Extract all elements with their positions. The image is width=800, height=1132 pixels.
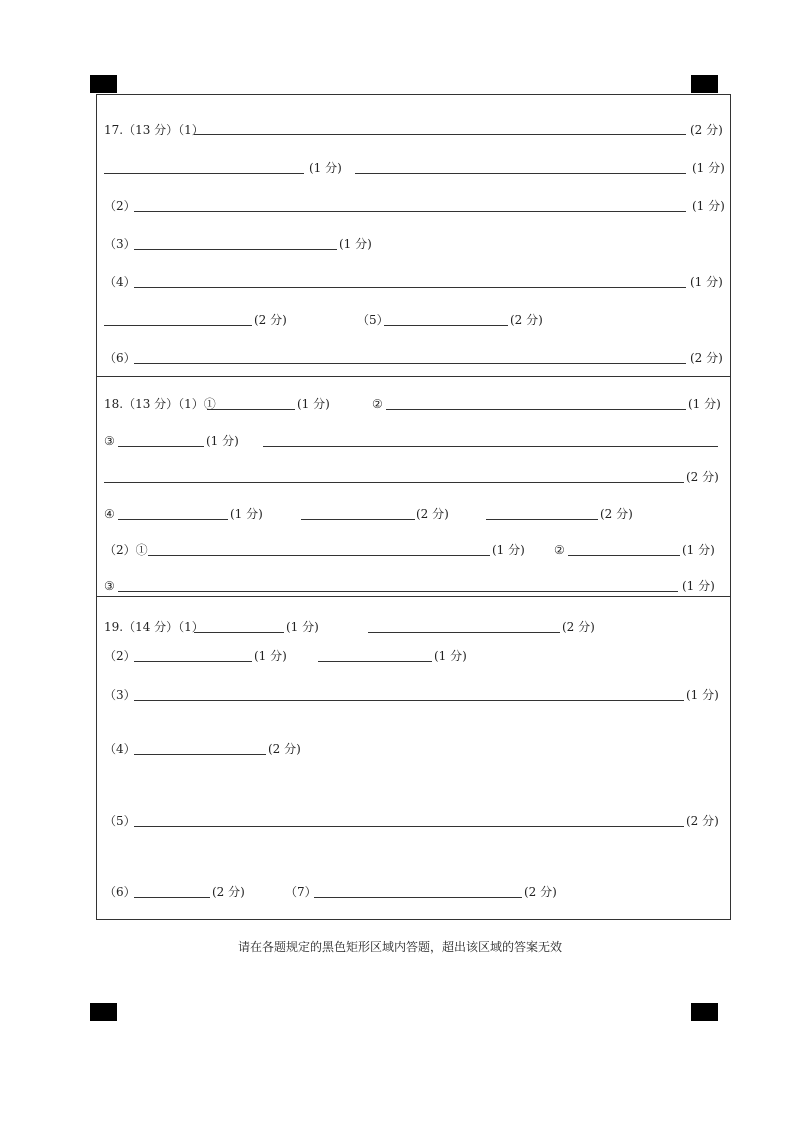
q19-5-answer-line[interactable] bbox=[134, 826, 684, 827]
q18-1-answer-line-3b[interactable] bbox=[263, 446, 718, 447]
q18-2-answer-line-2[interactable] bbox=[568, 555, 680, 556]
q19-4-score: (2 分) bbox=[268, 742, 301, 756]
q17-2-score: (1 分) bbox=[692, 199, 725, 213]
q17-1-answer-line-c[interactable] bbox=[355, 173, 686, 174]
q17-1-answer-line-b[interactable] bbox=[104, 173, 304, 174]
q19-3-label: （3） bbox=[104, 688, 136, 702]
q18-1-score-4b: (2 分) bbox=[416, 507, 449, 521]
q17-1-score-c: (1 分) bbox=[692, 161, 725, 175]
q17-1-score-a: (2 分) bbox=[690, 123, 723, 137]
q19-2-answer-line-1[interactable] bbox=[134, 661, 252, 662]
q17-4-answer-line[interactable] bbox=[134, 287, 686, 288]
q18-1-circle-2: ② bbox=[372, 397, 383, 411]
q18-1-answer-line-4c[interactable] bbox=[486, 519, 598, 520]
q17-5-answer-line[interactable] bbox=[384, 325, 508, 326]
q19-5-label: （5） bbox=[104, 814, 136, 828]
q19-1-score-1: (1 分) bbox=[286, 620, 319, 634]
q18-1-answer-line-4b[interactable] bbox=[301, 519, 415, 520]
q19-4-label: （4） bbox=[104, 742, 136, 756]
q19-2-answer-line-2[interactable] bbox=[318, 661, 432, 662]
q19-5-score: (2 分) bbox=[686, 814, 719, 828]
q17-6-score: (2 分) bbox=[690, 351, 723, 365]
q17-4-score: (1 分) bbox=[690, 275, 723, 289]
q18-2-answer-line-1[interactable] bbox=[148, 555, 490, 556]
q19-header: 19.（14 分）（1） bbox=[104, 620, 204, 634]
q19-1-answer-line-1[interactable] bbox=[194, 632, 284, 633]
q17-5-score: (2 分) bbox=[510, 313, 543, 327]
q19-3-answer-line[interactable] bbox=[134, 700, 684, 701]
alignment-mark-top-left bbox=[90, 75, 117, 93]
q18-1-score-1: (1 分) bbox=[297, 397, 330, 411]
q17-4-score-b: (2 分) bbox=[254, 313, 287, 327]
q18-1-score-4c: (2 分) bbox=[600, 507, 633, 521]
q19-1-score-2: (2 分) bbox=[562, 620, 595, 634]
q18-2-score-2: (1 分) bbox=[682, 543, 715, 557]
q18-1-score-4: (1 分) bbox=[230, 507, 263, 521]
q19-7-answer-line[interactable] bbox=[314, 897, 522, 898]
footer-notice: 请在各题规定的黑色矩形区域内答题，超出该区域的答案无效 bbox=[237, 940, 562, 954]
q17-4-label: （4） bbox=[104, 275, 136, 289]
q18-2-answer-line-3[interactable] bbox=[118, 591, 678, 592]
q19-2-score-1: (1 分) bbox=[254, 649, 287, 663]
q19-1-answer-line-2[interactable] bbox=[368, 632, 560, 633]
q19-6-answer-line[interactable] bbox=[134, 897, 210, 898]
q18-2-circle-2: ② bbox=[554, 543, 565, 557]
q17-header: 17.（13 分）（1） bbox=[104, 123, 204, 137]
q19-7-score: (2 分) bbox=[524, 885, 557, 899]
q18-1-score-2: (1 分) bbox=[688, 397, 721, 411]
q17-1-score-b: (1 分) bbox=[309, 161, 342, 175]
q17-6-answer-line[interactable] bbox=[134, 363, 686, 364]
q19-2-score-2: (1 分) bbox=[434, 649, 467, 663]
q18-1-circle-3: ③ bbox=[104, 434, 115, 448]
q17-6-label: （6） bbox=[104, 351, 136, 365]
q17-5-label: （5） bbox=[357, 313, 389, 327]
q18-2-score-3: (1 分) bbox=[682, 579, 715, 593]
q17-2-label: （2） bbox=[104, 199, 136, 213]
q18-2-label: （2）① bbox=[104, 543, 148, 557]
answer-box-q19 bbox=[96, 596, 731, 920]
q18-1-answer-line-3[interactable] bbox=[118, 446, 204, 447]
q18-1-answer-line-2[interactable] bbox=[386, 409, 686, 410]
q19-2-label: （2） bbox=[104, 649, 136, 663]
q18-1-score-3: (1 分) bbox=[206, 434, 239, 448]
q19-3-score: (1 分) bbox=[686, 688, 719, 702]
q18-header: 18.（13 分）（1）① bbox=[104, 397, 216, 411]
q18-1-answer-line-3c[interactable] bbox=[104, 482, 684, 483]
q18-1-answer-line-4[interactable] bbox=[118, 519, 228, 520]
q18-1-score-3b: (2 分) bbox=[686, 470, 719, 484]
alignment-mark-bottom-left bbox=[90, 1003, 117, 1021]
q18-2-circle-3: ③ bbox=[104, 579, 115, 593]
q18-2-score-1: (1 分) bbox=[492, 543, 525, 557]
q17-1-answer-line-a[interactable] bbox=[194, 134, 686, 135]
q18-1-answer-line-1[interactable] bbox=[207, 409, 295, 410]
alignment-mark-top-right bbox=[691, 75, 718, 93]
q19-6-label: （6） bbox=[104, 885, 136, 899]
q19-4-answer-line[interactable] bbox=[134, 754, 266, 755]
q19-6-score: (2 分) bbox=[212, 885, 245, 899]
q17-3-answer-line[interactable] bbox=[134, 249, 337, 250]
q17-3-score: (1 分) bbox=[339, 237, 372, 251]
q17-2-answer-line[interactable] bbox=[134, 211, 686, 212]
alignment-mark-bottom-right bbox=[691, 1003, 718, 1021]
q17-4-answer-line-b[interactable] bbox=[104, 325, 252, 326]
q18-1-circle-4: ④ bbox=[104, 507, 115, 521]
q19-7-label: （7） bbox=[285, 885, 317, 899]
q17-3-label: （3） bbox=[104, 237, 136, 251]
